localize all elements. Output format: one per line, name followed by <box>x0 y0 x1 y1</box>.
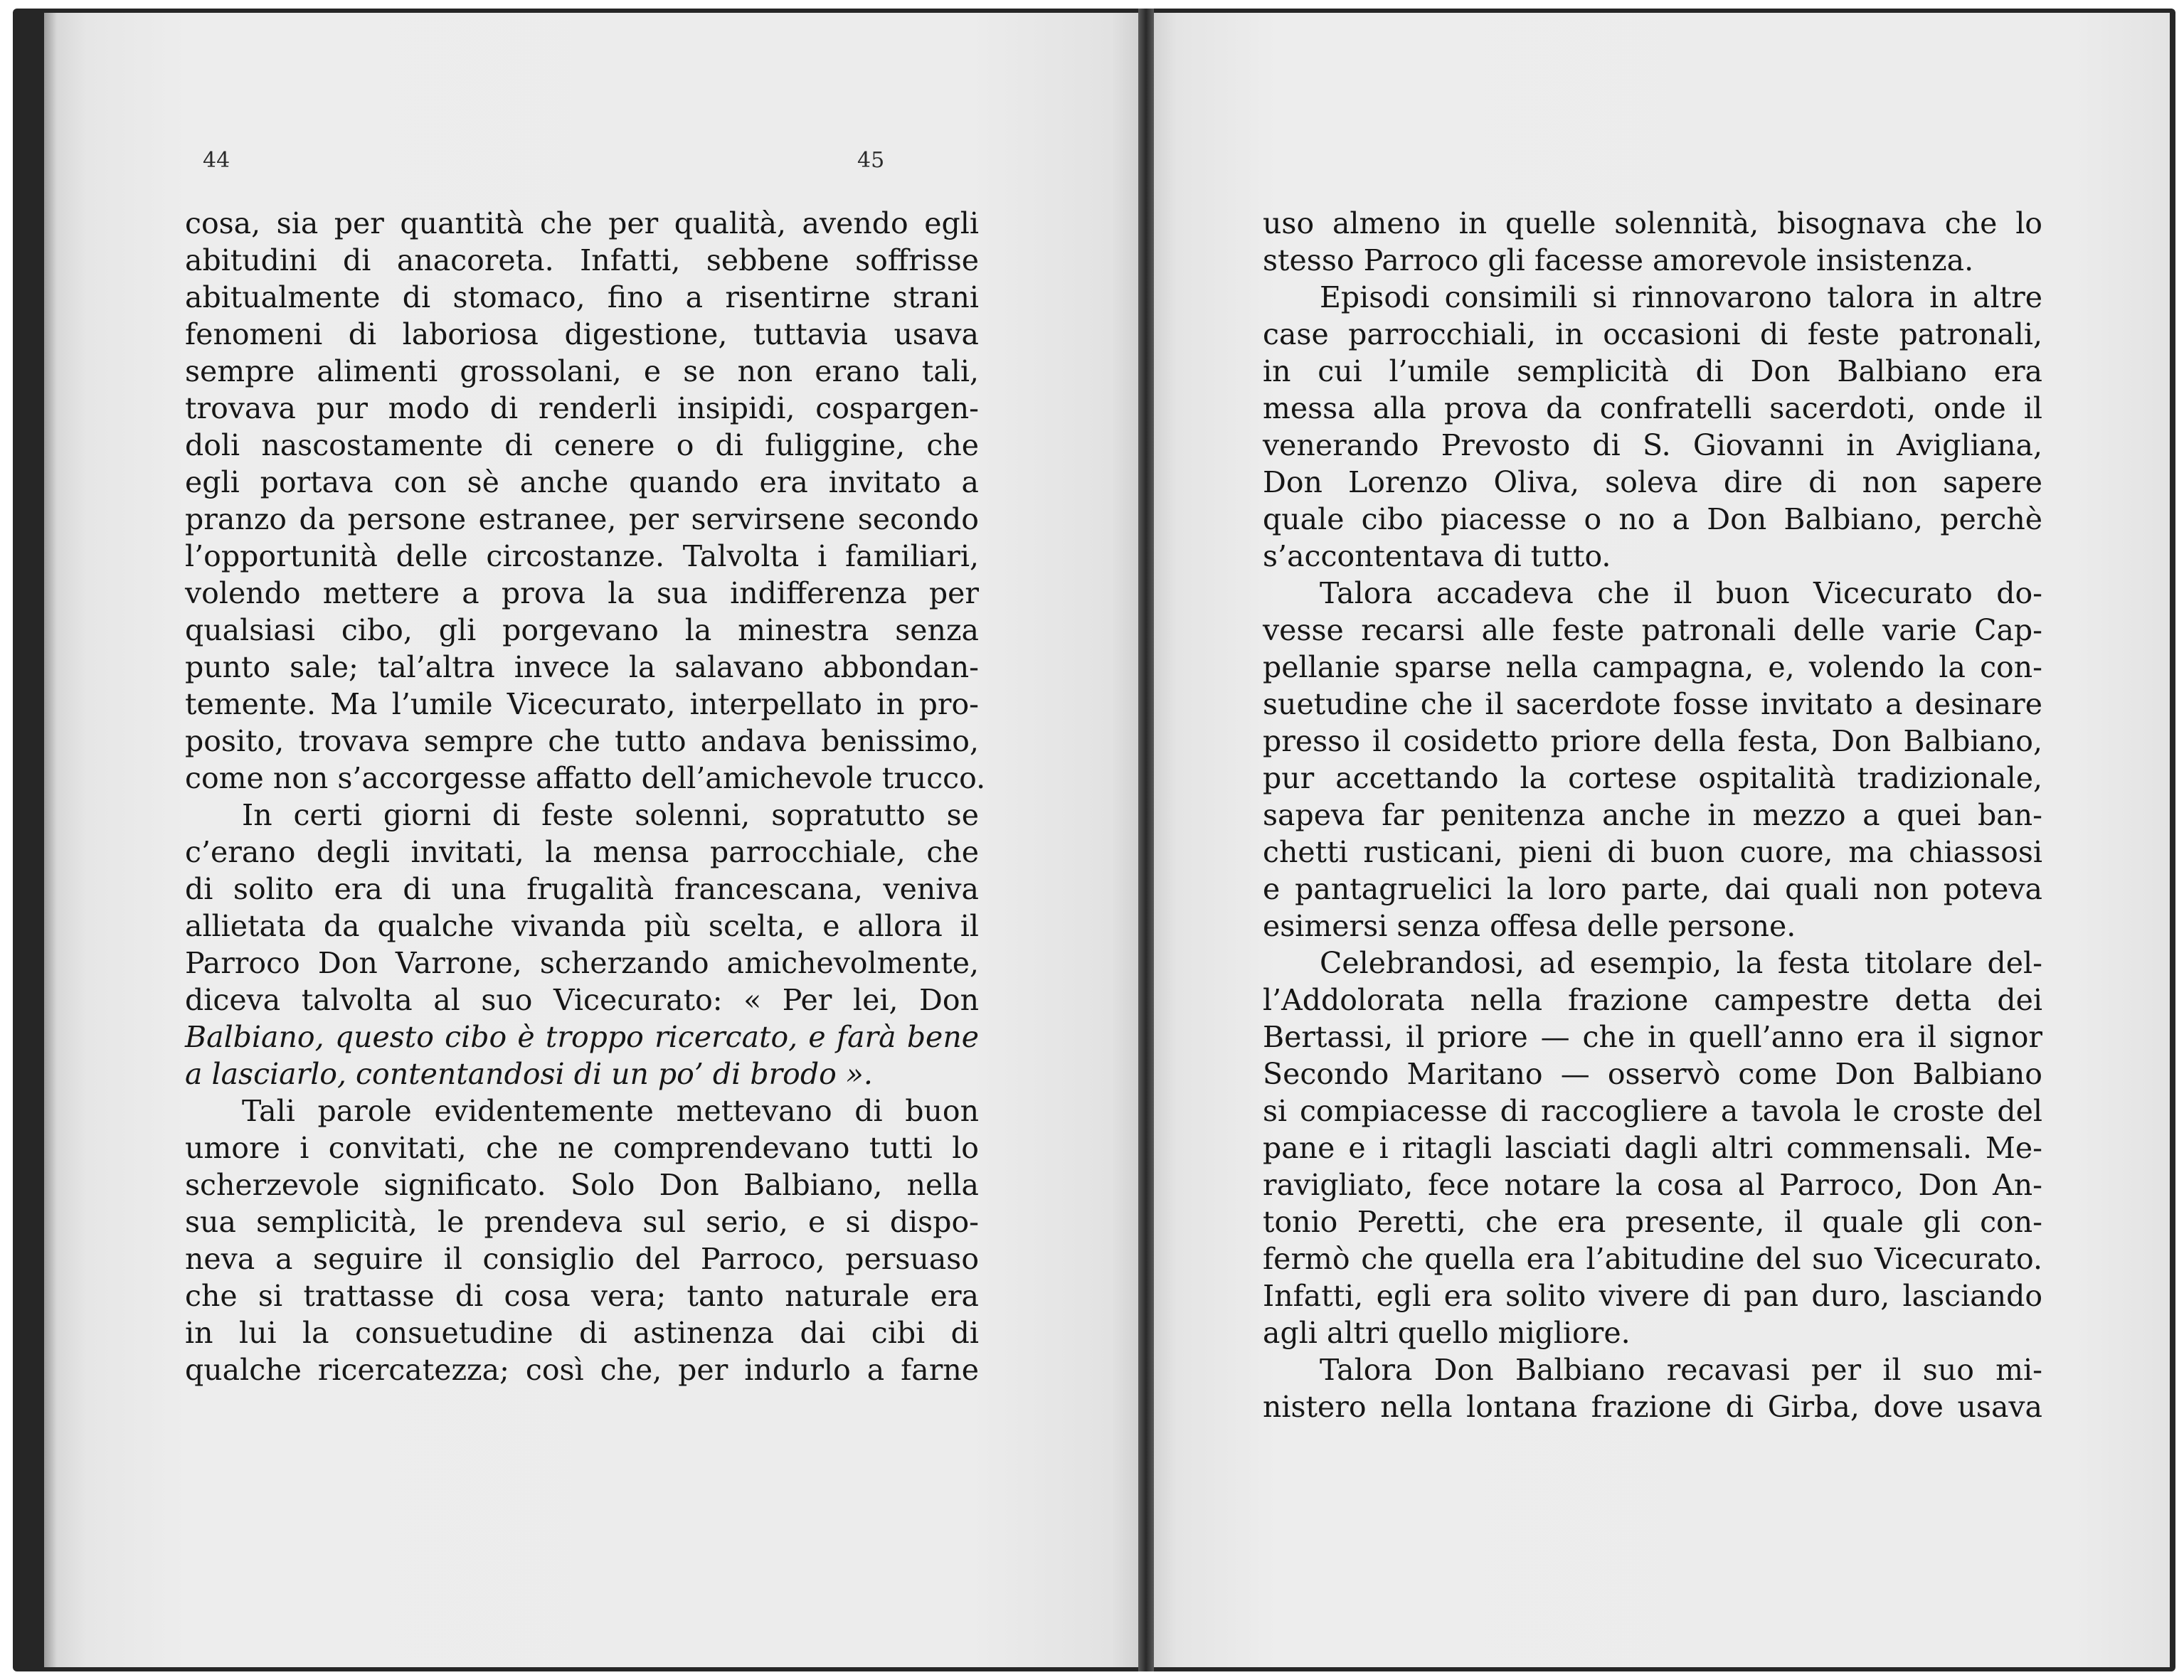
text-line: chetti rusticani, pieni di buon cuore, ma chiassosi <box>1263 835 2042 869</box>
text-line: pur accettando la cortese ospitalità tradizionale, <box>1263 761 2042 795</box>
left-page-number: 44 <box>203 148 230 173</box>
text-line: abitualmente di stomaco, fino a risentirne strani <box>185 280 979 314</box>
text-line: punto sale; tal’altra invece la salavano abbondan- <box>185 650 979 684</box>
text-line: qualche ricercatezza; così che, per indurlo a farne <box>185 1353 979 1387</box>
text-line: temente. Ma l’umile Vicecurato, interpellato in pro- <box>185 687 979 721</box>
text-line: egli portava con sè anche quando era invitato a <box>185 465 979 499</box>
text-line: sempre alimenti grossolani, e se non erano tali, <box>185 354 979 388</box>
text-line: Don Lorenzo Oliva, soleva dire di non sapere <box>1263 465 2042 499</box>
text-line: Balbiano, questo cibo è troppo ricercato, e farà bene <box>185 1020 979 1054</box>
text-line: umore i convitati, che ne comprendevano tutti lo <box>185 1131 979 1165</box>
text-line: pellanie sparse nella campagna, e, volendo la con- <box>1263 650 2042 684</box>
text-line: nistero nella lontana frazione di Girba, dove usava <box>1263 1390 2042 1424</box>
text-line: uso almeno in quelle solennità, bisognava che lo <box>1263 206 2042 240</box>
text-line: come non s’accorgesse affatto dell’amichevole trucco. <box>185 761 986 795</box>
right-page-number: 45 <box>857 148 885 173</box>
text-line: scherzevole significato. Solo Don Balbiano, nella <box>185 1168 979 1202</box>
left-page-text <box>185 205 986 1388</box>
text-line: l’Addolorata nella frazione campestre detta dei <box>1263 983 2042 1017</box>
text-line: messa alla prova da confratelli sacerdoti, onde il <box>1263 391 2042 425</box>
text-line: posito, trovava sempre che tutto andava benissimo, <box>185 724 979 758</box>
text-line: Bertassi, il priore — che in quell’anno era il signor <box>1263 1020 2042 1054</box>
book-gutter <box>1138 9 1154 1671</box>
text-line: di solito era di una frugalità francescana, veniva <box>185 872 979 906</box>
text-line: tonio Peretti, che era presente, il quale gli con- <box>1263 1205 2042 1239</box>
text-line: l’opportunità delle circostanze. Talvolta i familiari, <box>185 539 979 573</box>
text-line: sua semplicità, le prendeva sul serio, e si dispo- <box>185 1205 979 1239</box>
right-page-text <box>1263 205 2042 1425</box>
text-line: pranzo da persone estranee, per servirsene secondo <box>185 502 979 536</box>
text-line: Parroco Don Varrone, scherzando amichevolmente, <box>185 946 979 980</box>
text-line: ravigliato, fece notare la cosa al Parroco, Don An- <box>1263 1168 2042 1202</box>
text-line: stesso Parroco gli facesse amorevole insistenza. <box>1263 243 1974 277</box>
text-line: Secondo Maritano — osservò come Don Balbiano <box>1263 1057 2042 1091</box>
text-line: in lui la consuetudine di astinenza dai cibi di <box>185 1316 979 1350</box>
text-line: agli altri quello migliore. <box>1263 1316 1631 1350</box>
text-line: In certi giorni di feste solenni, sopratutto se <box>242 798 979 832</box>
text-line: in cui l’umile semplicità di Don Balbiano era <box>1263 354 2042 388</box>
text-line: Tali parole evidentemente mettevano di buon <box>242 1094 979 1128</box>
text-line: Talora accadeva che il buon Vicecurato do- <box>1320 576 2042 610</box>
text-line: e pantagruelici la loro parte, dai quali non poteva <box>1263 872 2042 906</box>
text-line: trovava pur modo di renderli insipidi, cospargen- <box>185 391 979 425</box>
text-line: si compiacesse di raccogliere a tavola le croste del <box>1263 1094 2042 1128</box>
text-line: allietata da qualche vivanda più scelta, e allora il <box>185 909 979 943</box>
page-edge-shadow <box>44 13 57 1667</box>
text-line: s’accontentava di tutto. <box>1263 539 1611 573</box>
text-line: presso il cosidetto priore della festa, Don Balbiano, <box>1263 724 2042 758</box>
text-line: Infatti, egli era solito vivere di pan duro, lasciando <box>1263 1279 2042 1313</box>
text-line: c’erano degli invitati, la mensa parrocchiale, che <box>185 835 979 869</box>
text-line: che si trattasse di cosa vera; tanto naturale era <box>185 1279 979 1313</box>
text-line: esimersi senza offesa delle persone. <box>1263 909 1796 943</box>
text-line: abitudini di anacoreta. Infatti, sebbene soffrisse <box>185 243 979 277</box>
text-line: neva a seguire il consiglio del Parroco, persuaso <box>185 1242 979 1276</box>
text-line: pane e i ritagli lasciati dagli altri commensali. Me- <box>1263 1131 2042 1165</box>
text-line: fenomeni di laboriosa digestione, tuttavia usava <box>185 317 979 351</box>
text-line: cosa, sia per quantità che per qualità, avendo egli <box>185 206 979 240</box>
text-line: sapeva far penitenza anche in mezzo a quei ban- <box>1263 798 2042 832</box>
text-line: Celebrandosi, ad esempio, la festa titolare del- <box>1320 946 2042 980</box>
text-line: Talora Don Balbiano recavasi per il suo mi- <box>1320 1353 2042 1387</box>
text-line: a lasciarlo, contentandosi di un po’ di brodo ». <box>185 1057 873 1091</box>
text-line: vesse recarsi alle feste patronali delle varie Cap- <box>1263 613 2042 647</box>
text-line: doli nascostamente di cenere o di fuliggine, che <box>185 428 979 462</box>
text-line: qualsiasi cibo, gli porgevano la minestra senza <box>185 613 979 647</box>
text-line: venerando Prevosto di S. Giovanni in Avigliana, <box>1263 428 2042 462</box>
text-line: volendo mettere a prova la sua indifferenza per <box>185 576 979 610</box>
text-line: case parrocchiali, in occasioni di feste patronali, <box>1263 317 2042 351</box>
text-line: quale cibo piacesse o no a Don Balbiano, perchè <box>1263 502 2042 536</box>
text-line: suetudine che il sacerdote fosse invitato a desinare <box>1263 687 2042 721</box>
text-line: Episodi consimili si rinnovarono talora in altre <box>1320 280 2042 314</box>
text-line: fermò che quella era l’abitudine del suo Vicecurato. <box>1263 1242 2042 1276</box>
text-line: diceva talvolta al suo Vicecurato: « Per lei, Don <box>185 983 979 1017</box>
